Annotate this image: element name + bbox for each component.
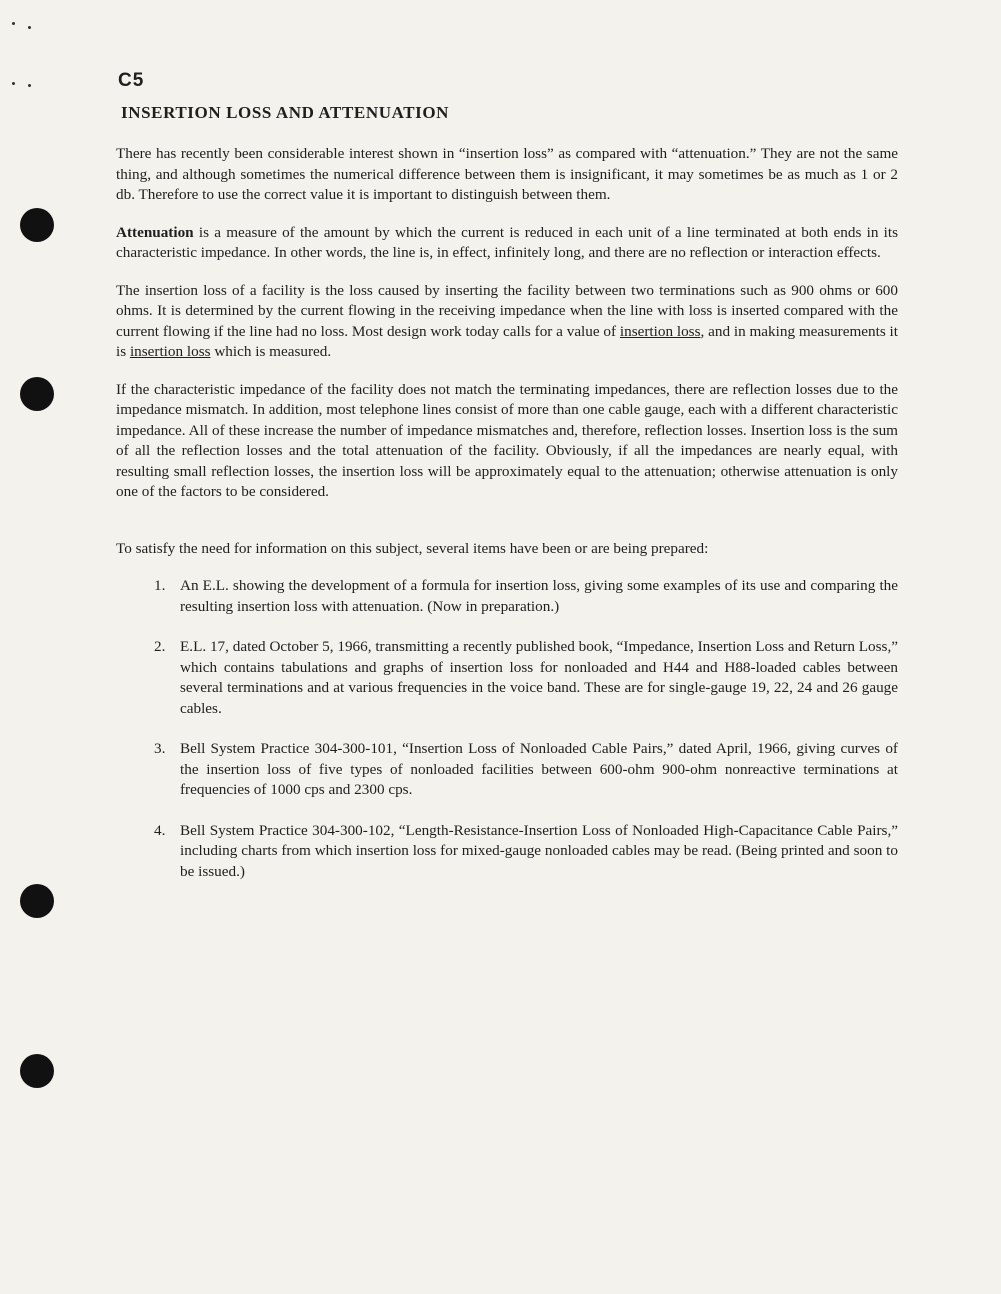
punch-hole-3 [20, 884, 54, 918]
insertion-loss-text-b: , and in making measurements it is [116, 322, 898, 360]
underlined-term-1: insertion loss [619, 322, 701, 340]
page-title: INSERTION LOSS AND ATTENUATION [121, 103, 450, 122]
attenuation-definition: is a measure of the amount by which the current is reduced in each unit of a line terminated at both ends in its characteristic impedance. In other words, the line is, in effect, infinitely long, and there are no reflection or interaction effects. [116, 223, 898, 261]
speck-mark [12, 22, 15, 25]
paragraph-insertion-loss [116, 281, 898, 363]
speck-mark [28, 26, 31, 29]
list-item-number: 4. [154, 821, 166, 839]
insertion-loss-text-a: The insertion loss of a facility is the loss caused by inserting the facility between two terminations such as 900 ohms or 600 ohms. It is determined by the current flowing in the receiving impedance when the line with loss is inserted compared with the current flowing if the line had no loss. Most design work today calls for a value of [116, 281, 898, 340]
list-item [154, 821, 898, 883]
list-item-text: Bell System Practice 304-300-102, “Length-Resistance-Insertion Loss of Nonloaded High-Capacitance Cable Pairs,” including charts from which insertion loss for mixed-gauge nonloaded cables may be read. (Being printed and soon to be issued.) [180, 821, 898, 880]
list-item-number: 1. [154, 577, 166, 594]
list-item-text: Bell System Practice 304-300-101, “Insertion Loss of Nonloaded Cable Pairs,” dated April, 1966, giving curves of the insertion loss of five types of nonloaded facilities between 600-ohm 900-ohm nonreactive terminations at frequencies of 1000 cps and 2300 cps. [180, 740, 898, 798]
list-item [154, 739, 898, 801]
items-list [116, 576, 898, 882]
list-item [154, 576, 898, 617]
list-item-number: 3. [154, 740, 166, 757]
paragraph-attenuation [116, 223, 898, 264]
insertion-loss-text-c: which is measured. [210, 343, 332, 360]
underlined-term-2: insertion loss [129, 343, 211, 360]
speck-mark [28, 84, 31, 87]
term-attenuation: Attenuation [116, 223, 194, 241]
list-item-text: E.L. 17, dated October 5, 1966, transmitting a recently published book, “Impedance, Insertion Loss and Return Loss,” which contains tabulations and graphs of insertion loss for nonloaded and H44 and H88-loaded cables between several terminations and at various frequencies in the voice band. These are for single-gauge 19, 22, 24 and 26 gauge cables. [180, 638, 898, 717]
list-item-text: An E.L. showing the development of a formula for insertion loss, giving some examples of its use and comparing the resulting insertion loss with attenuation. (Now in preparation.) [180, 577, 898, 615]
body-text [116, 144, 898, 902]
paragraph-mismatch: If the characteristic impedance of the facility does not match the terminating impedances, there are reflection losses due to the impedance mismatch. In addition, most telephone lines consist of more than one cable gauge, each with a different characteristic impedance. All of these increase the number of impedance mismatches and, therefore, reflection losses. Insertion loss is the sum of all the reflection losses and the total attenuation of the facility. Obviously, if all the impedances are nearly equal, with resulting small reflection losses, the insertion loss will be approximately equal to the attenuation; otherwise attenuation is only one of the factors to be considered. [116, 380, 898, 500]
speck-mark [12, 82, 15, 85]
punch-hole-2 [20, 377, 54, 411]
paragraph-items-intro: To satisfy the need for information on this subject, several items have been or are being prepared: [116, 539, 709, 557]
punch-hole-1 [20, 208, 54, 242]
list-item-number: 2. [154, 638, 166, 655]
punch-hole-4 [20, 1054, 54, 1088]
section-code: C5 [118, 70, 145, 91]
list-item [154, 637, 898, 719]
paragraph-intro: There has recently been considerable interest shown in “insertion loss” as compared with “attenuation.” They are not the same thing, and although sometimes the numerical difference between them is insignificant, it may sometimes be as much as 1 or 2 db. Therefore to use the correct value it is important to distinguish between them. [116, 145, 898, 203]
